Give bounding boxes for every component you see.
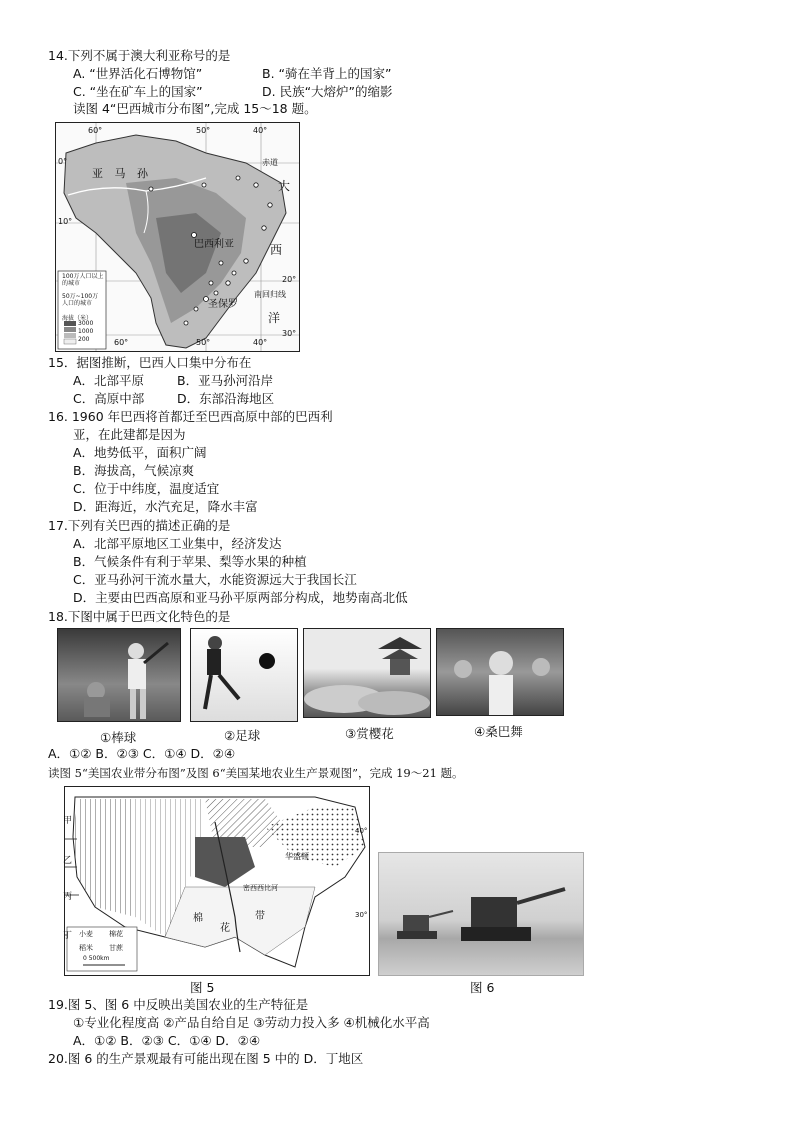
q17-option-d: D．主要由巴西高原和亚马孙平原两部分构成，地势南高北低 (73, 590, 408, 605)
mississippi-label: 密西西比河 (243, 884, 278, 892)
lon-60-top: 60° (88, 126, 103, 135)
cotton-belt-char-3: 带 (255, 911, 265, 922)
q15-option-a: A．北部平原 (73, 373, 145, 388)
lat-40-label: 40° (355, 827, 368, 835)
q18-options: A．①② B．②③ C．①④ D．②④ (48, 746, 236, 761)
photo-soccer (190, 628, 298, 722)
legend-1000: 1000 (78, 328, 94, 335)
q14-option-c: C. “坐在矿车上的国家” (73, 84, 203, 99)
q20-stem: 20.图 6 的生产景观最有可能出现在图 5 中的 D．丁地区 (48, 1051, 364, 1066)
q16-option-c: C．位于中纬度，温度适宜 (73, 481, 220, 496)
q19-stem: 19.图 5、图 6 中反映出美国农业的生产特征是 (48, 997, 309, 1012)
legend-3000: 3000 (78, 320, 94, 327)
us-agriculture-map (64, 786, 370, 976)
sao-paulo-label: 圣保罗 (208, 299, 238, 310)
q14-option-b: B. “骑在羊背上的国家” (262, 66, 392, 81)
q18-stem: 18.下图中属于巴西文化特色的是 (48, 609, 231, 624)
legend-200: 200 (78, 336, 90, 343)
q15-stem: 15．据图推断，巴西人口集中分布在 (48, 355, 252, 370)
q16-option-b: B．海拔高，气候凉爽 (73, 463, 195, 478)
q15-option-d: D．东部沿海地区 (177, 391, 275, 406)
q15-option-c: C．高原中部 (73, 391, 145, 406)
legend-sugarcane: 甘蔗 (109, 944, 123, 952)
label-yi: 乙 (63, 856, 73, 866)
photo-combine-harvest (378, 852, 584, 976)
harvester-drawing (379, 853, 583, 975)
brasilia-label: 巴西利亚 (194, 239, 234, 250)
legend-wheat: 小麦 (79, 930, 93, 938)
cotton-belt-char-2: 花 (220, 923, 230, 934)
label-bing: 丙 (63, 892, 73, 902)
q17-option-b: B．气候条件有利于苹果、梨等水果的种植 (73, 554, 307, 569)
legend-rice: 稻米 (79, 944, 93, 952)
intro-19-21: 读图 5“美国农业带分布图”及图 6“美国某地农业生产景观图”，完成 19～21 题。 (48, 766, 464, 780)
lat-20: 20° (282, 275, 297, 284)
q16-option-d: D．距海近，水汽充足，降水丰富 (73, 499, 258, 514)
figure-5-caption: 图 5 (190, 980, 215, 995)
q14-option-d: D. 民族“大熔炉”的缩影 (262, 84, 393, 99)
photo-samba (436, 628, 564, 716)
legend-city-large: 100万人口以上的城市 (62, 273, 104, 287)
caption-samba: ④桑巴舞 (474, 724, 523, 739)
label-ding: 丁 (63, 931, 73, 941)
legend-elevation: 海拔（米） (62, 315, 93, 322)
lon-50-bottom: 50° (196, 338, 211, 347)
ocean-char-da: 大 (278, 179, 291, 193)
q19-options: A．①② B．②③ C．①④ D．②④ (73, 1033, 261, 1048)
legend-city-medium: 50万~100万人口的城市 (62, 293, 99, 307)
q17-option-a: A．北部平原地区工业集中，经济发达 (73, 536, 282, 551)
caption-cherry: ③赏樱花 (345, 726, 394, 741)
q14-option-a: A. “世界活化石博物馆” (73, 66, 203, 81)
intro-15-18: 读图 4“巴西城市分布图”,完成 15～18 题。 (73, 101, 317, 116)
q16-stem: 16. 1960 年巴西将首都迁至巴西高原中部的巴西利 (48, 409, 333, 424)
ocean-char-xi: 西 (270, 243, 283, 257)
lat-30: 30° (282, 329, 297, 338)
amazon-label: 亚 马 孙 (92, 167, 152, 180)
q15-option-b: B．亚马孙河沿岸 (177, 373, 274, 388)
caption-soccer: ②足球 (224, 728, 261, 743)
washington-label: 华盛顿 (285, 852, 309, 861)
figure-6-caption: 图 6 (470, 980, 495, 995)
ocean-char-yang: 洋 (268, 311, 281, 325)
q16-stem-line2: 亚，在此建都是因为 (73, 427, 186, 442)
photo-baseball (57, 628, 181, 722)
label-jia: 甲 (63, 816, 73, 826)
q14-stem: 14.下列不属于澳大利亚称号的是 (48, 48, 231, 63)
cherry-drawing (304, 629, 430, 717)
lat-10: 10° (58, 217, 73, 226)
tropic-label: 南回归线 (254, 290, 286, 299)
soccer-drawing (191, 629, 297, 721)
q19-items: ①专业化程度高 ②产品自给自足 ③劳动力投入多 ④机械化水平高 (73, 1015, 430, 1030)
q16-option-a: A．地势低平，面积广阔 (73, 445, 207, 460)
lat-30-label: 30° (355, 911, 368, 919)
lon-50-top: 50° (196, 126, 211, 135)
equator-label: 赤道 (262, 158, 278, 167)
lon-40-top: 40° (253, 126, 268, 135)
legend-cotton: 棉花 (109, 930, 123, 938)
caption-baseball: ①棒球 (100, 730, 137, 745)
lon-60-bottom: 60° (114, 338, 129, 347)
q17-stem: 17.下列有关巴西的描述正确的是 (48, 518, 231, 533)
lat-0: 0° (58, 157, 68, 166)
brazil-city-map (55, 122, 300, 352)
cotton-belt-char-1: 棉 (193, 913, 203, 924)
baseball-drawing (58, 629, 180, 721)
q17-option-c: C．亚马孙河干流水量大，水能资源远大于我国长江 (73, 572, 357, 587)
scale-bar-label: 0 500km (83, 955, 110, 962)
lon-40-bottom: 40° (253, 338, 268, 347)
samba-drawing (437, 629, 563, 715)
photo-cherry-blossom (303, 628, 431, 718)
